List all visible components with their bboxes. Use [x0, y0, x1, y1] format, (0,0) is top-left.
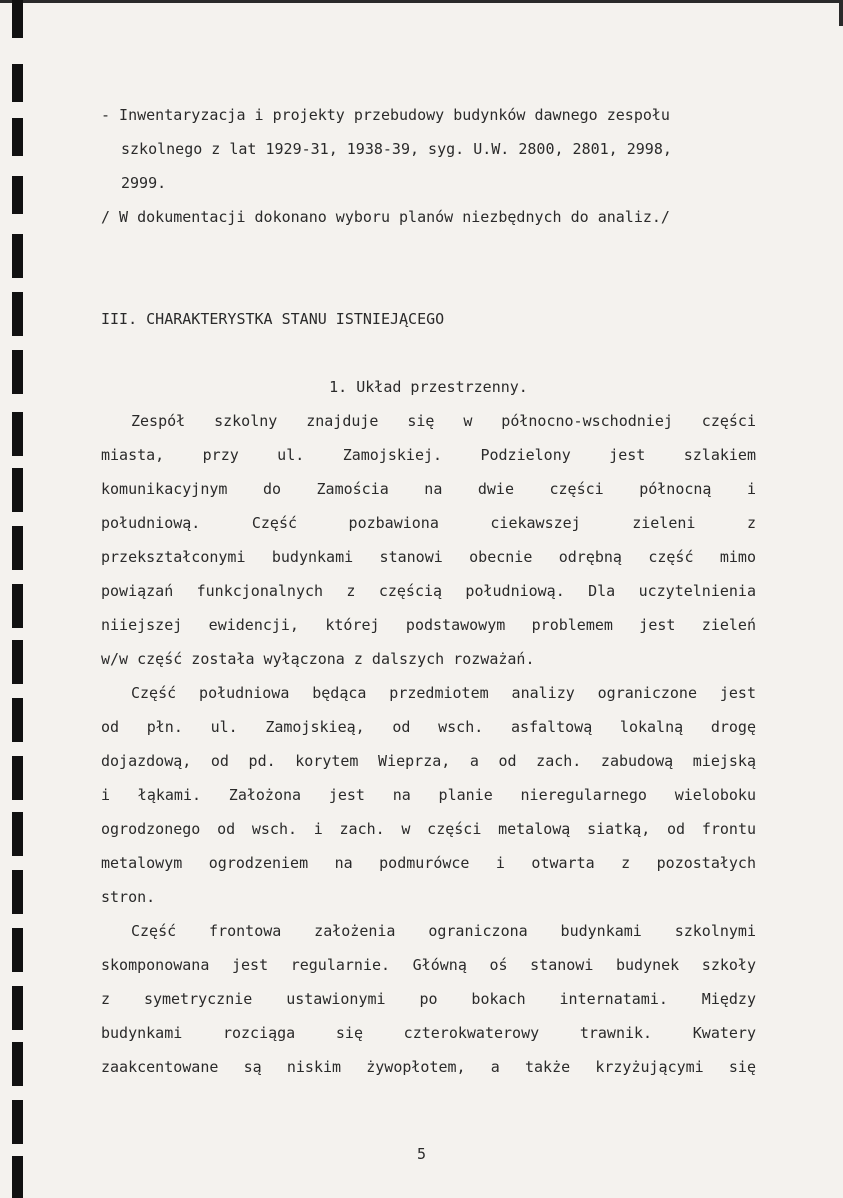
intro-note: / W dokumentacji dokonano wyboru planów niezbędnych do analiz./	[101, 208, 670, 226]
page-number: 5	[416, 1145, 427, 1163]
paragraph-3	[101, 914, 756, 1084]
paragraph-line: Zespół szkolny znajduje się w północno-wschodniej części	[131, 412, 756, 430]
section-title: III. CHARAKTERYSTKA STANU ISTNIEJĄCEGO	[101, 310, 445, 328]
paragraph-line: od płn. ul. Zamojskieą, od wsch. asfaltową lokalną drogę	[101, 718, 756, 736]
paragraph-line: budynkami rozciąga się czterokwaterowy trawnik. Kwatery	[101, 1024, 756, 1042]
paragraph-line: z symetrycznie ustawionymi po bokach internatami. Między	[101, 990, 756, 1008]
paragraph-line: zaakcentowane są niskim żywopłotem, a także krzyżującymi się	[101, 1058, 756, 1076]
paragraph-line: komunikacyjnym do Zamościa na dwie części północną i	[101, 480, 756, 498]
paragraph-line: miasta, przy ul. Zamojskiej. Podzielony jest szlakiem	[101, 446, 756, 464]
paragraph-line: stron.	[101, 888, 156, 906]
paragraph-line: ogrodzonego od wsch. i zach. w części metalową siatką, od frontu	[101, 820, 756, 838]
subsection-title: 1. Układ przestrzenny.	[329, 378, 528, 396]
scan-top-edge	[0, 0, 843, 3]
paragraph-2	[101, 676, 756, 914]
intro-line: - Inwentaryzacja i projekty przebudowy budynków dawnego zespołu	[101, 106, 670, 124]
paragraph-line: metalowym ogrodzeniem na podmurówce i otwarta z pozostałych	[101, 854, 756, 872]
paragraph-line: Część frontowa założenia ograniczona budynkami szkolnymi	[131, 922, 756, 940]
paragraph-line: powiązań funkcjonalnych z częścią południową. Dla uczytelnienia	[101, 582, 756, 600]
scan-corner-mark	[839, 0, 843, 26]
document-page	[101, 98, 756, 1084]
paragraph-line: dojazdową, od pd. korytem Wieprza, a od zach. zabudową miejską	[101, 752, 756, 770]
paragraph-line: niiejszej ewidencji, której podstawowym problemem jest zieleń	[101, 616, 756, 634]
paragraph-line: i łąkami. Założona jest na planie nieregularnego wieloboku	[101, 786, 756, 804]
paragraph-line: w/w część została wyłączona z dalszych rozważań.	[101, 650, 535, 668]
spiral-binding	[12, 0, 24, 1198]
paragraph-line: przekształconymi budynkami stanowi obecnie odrębną część mimo	[101, 548, 756, 566]
intro-line: szkolnego z lat 1929-31, 1938-39, syg. U.W. 2800, 2801, 2998,	[121, 140, 672, 158]
paragraph-line: skomponowana jest regularnie. Główną oś stanowi budynek szkoły	[101, 956, 756, 974]
paragraph-line: południową. Część pozbawiona ciekawszej zieleni z	[101, 514, 756, 532]
paragraph-line: Część południowa będąca przedmiotem analizy ograniczone jest	[131, 684, 756, 702]
paragraph-1	[101, 404, 756, 676]
intro-line: 2999.	[121, 174, 167, 192]
